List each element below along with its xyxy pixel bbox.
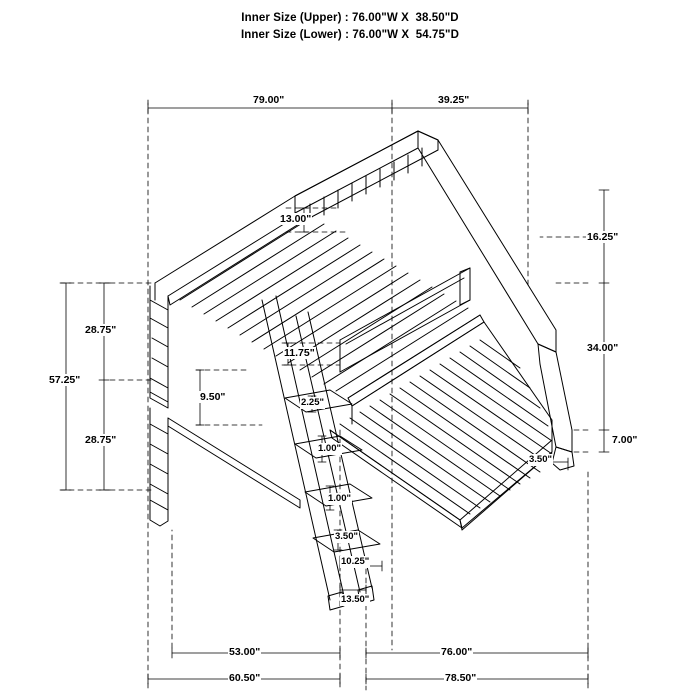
dim-34-00: 34.00"	[587, 342, 619, 354]
dim-3-50-right: 3.50"	[529, 454, 552, 465]
dim-1-00-a: 1.00"	[318, 443, 341, 454]
inner-size-upper-text: Inner Size (Upper) : 76.00"W X 38.50"D	[241, 12, 459, 24]
dim-13-50: 13.50"	[341, 594, 370, 605]
dim-7-00: 7.00"	[612, 434, 638, 446]
dim-78-50: 78.50"	[445, 672, 477, 684]
dim-53-00: 53.00"	[229, 646, 261, 658]
dim-28-75-upper: 28.75"	[85, 324, 117, 336]
dim-10-25: 10.25"	[341, 556, 370, 567]
dim-2-25: 2.25"	[301, 397, 324, 408]
dim-60-50: 60.50"	[229, 672, 261, 684]
dim-1-00-b: 1.00"	[328, 493, 351, 504]
dim-9-50: 9.50"	[200, 391, 226, 403]
inner-size-lower-text: Inner Size (Lower) : 76.00"W X 54.75"D	[240, 29, 460, 41]
dim-13-00: 13.00"	[280, 213, 312, 225]
dim-28-75-lower: 28.75"	[85, 434, 117, 446]
dim-57-25: 57.25"	[49, 374, 81, 386]
dim-79-00: 79.00"	[253, 94, 285, 106]
bunk-bed-illustration	[150, 131, 574, 610]
dim-3-50-ladder: 3.50"	[335, 531, 358, 542]
dimension-lines	[60, 100, 609, 690]
dim-39-25: 39.25"	[438, 94, 470, 106]
dim-11-75: 11.75"	[284, 347, 315, 359]
dim-16-25: 16.25"	[587, 231, 619, 243]
dim-76-00: 76.00"	[441, 646, 473, 658]
